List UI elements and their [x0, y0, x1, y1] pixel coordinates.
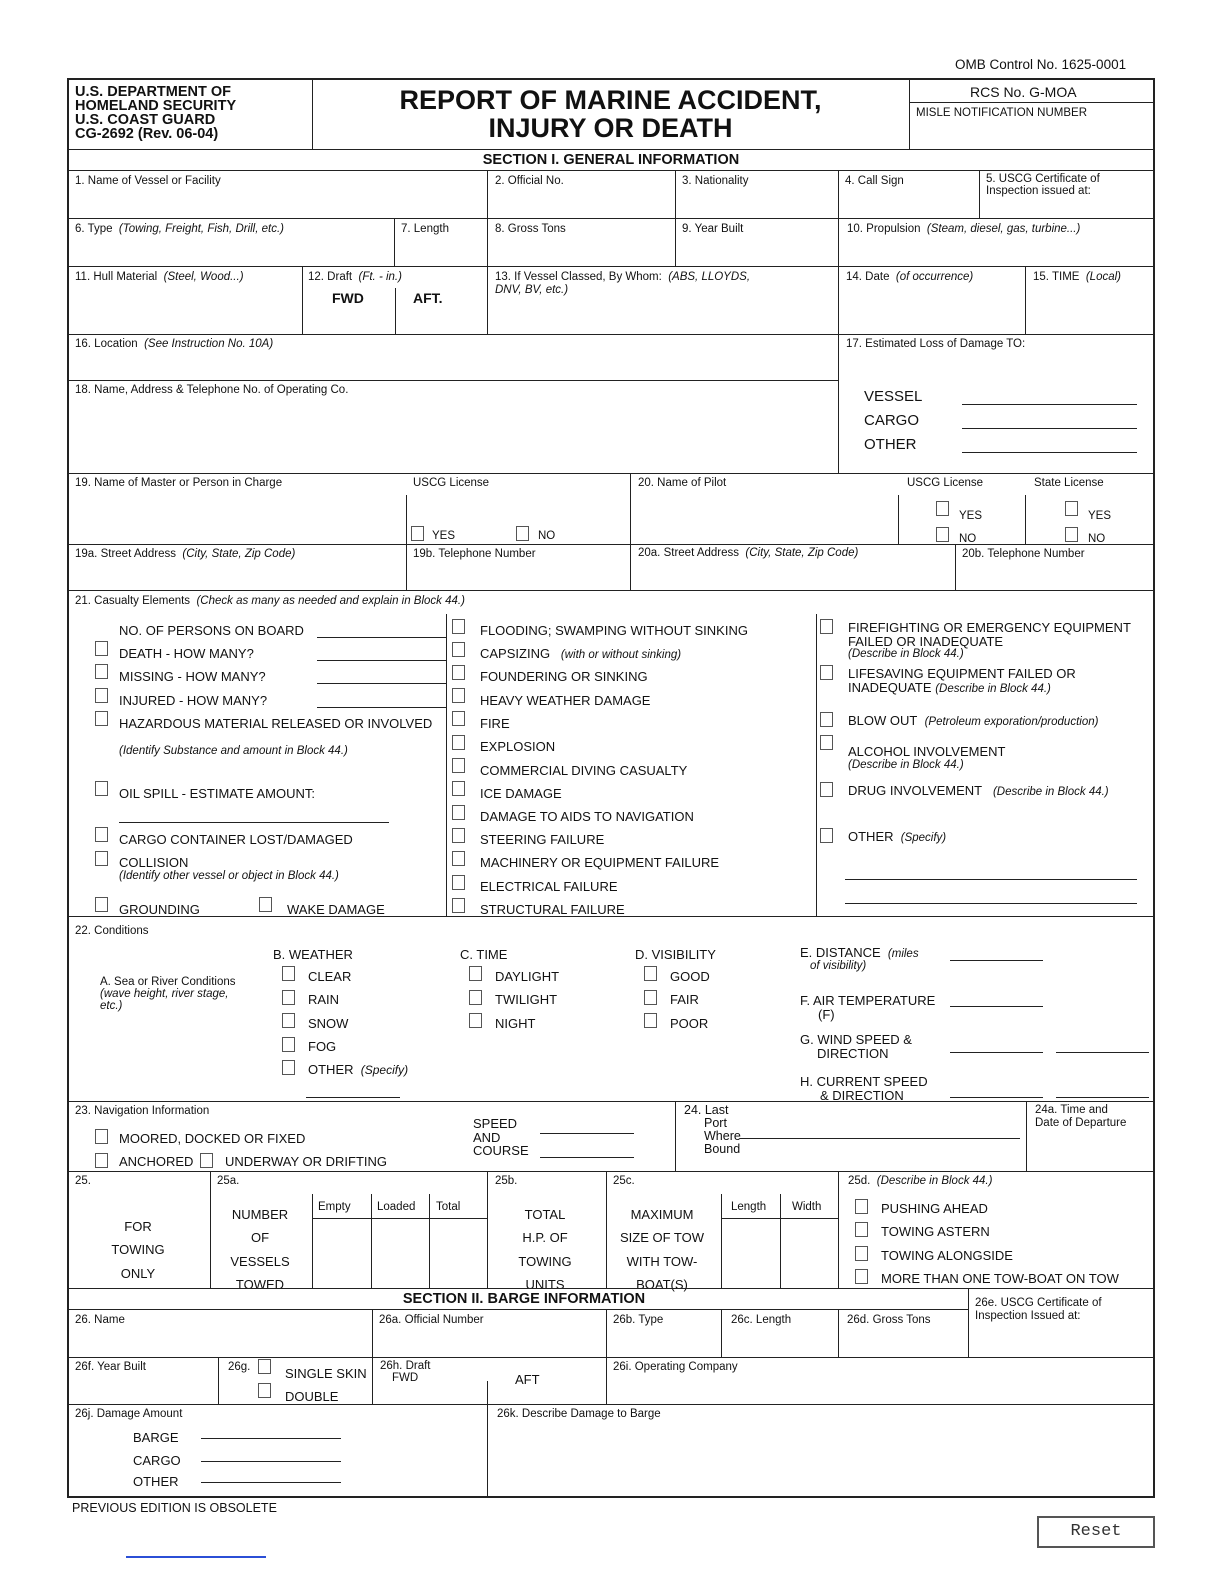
speed-course-label: SPEED AND COURSE [473, 1116, 529, 1159]
field-12-label: 12. Draft (Ft. - in.) [308, 271, 402, 283]
towing-astern-checkbox[interactable] [855, 1222, 868, 1237]
link-underline[interactable] [126, 1556, 266, 1558]
visibility-good-label: GOOD [670, 969, 710, 984]
field-25c-label: 25c. [613, 1175, 635, 1187]
field-25d-label: 25d. (Describe in Block 44.) [848, 1175, 993, 1187]
barge-aft-label: AFT [515, 1372, 540, 1387]
wake-damage-checkbox[interactable] [259, 897, 272, 912]
injured-checkbox[interactable] [95, 688, 108, 703]
damage-barge-label: BARGE [133, 1430, 179, 1445]
towed-total-label: Total [436, 1201, 461, 1213]
multiple-towboats-label: MORE THAN ONE TOW-BOAT ON TOW [881, 1271, 1119, 1286]
foundering-checkbox[interactable] [452, 665, 465, 680]
diving-checkbox[interactable] [452, 758, 465, 773]
for-towing-only-label: FOR TOWING ONLY [111, 1219, 165, 1281]
omb-control-number: OMB Control No. 1625-0001 [955, 57, 1127, 72]
air-temperature-input[interactable] [950, 1006, 1043, 1007]
firefighting-checkbox[interactable] [820, 619, 833, 634]
steering-checkbox[interactable] [452, 828, 465, 843]
electrical-checkbox[interactable] [452, 875, 465, 890]
field-26h-label: 26h. Draft FWD [380, 1360, 431, 1385]
field-4-label: 4. Call Sign [845, 175, 904, 187]
field-26g-label: 26g. [228, 1361, 251, 1373]
towed-loaded-label: Loaded [377, 1201, 416, 1213]
field-24a-label: 24a. Time and Date of Departure [1035, 1104, 1127, 1129]
pilot-state-yes-checkbox[interactable] [1065, 501, 1078, 516]
air-temperature-label: F. AIR TEMPERATURE (F) [800, 993, 936, 1022]
electrical-label: ELECTRICAL FAILURE [480, 879, 618, 894]
speed-input[interactable] [540, 1133, 634, 1134]
field-23-label: 23. Navigation Information [75, 1105, 210, 1117]
form-number: CG-2692 (Rev. 06-04) [75, 126, 219, 142]
death-checkbox[interactable] [95, 641, 108, 656]
pushing-ahead-label: PUSHING AHEAD [881, 1201, 988, 1216]
weather-clear-label: CLEAR [308, 969, 352, 984]
agency-line-1: U.S. DEPARTMENT OF [75, 84, 232, 100]
weather-other-checkbox[interactable] [282, 1060, 295, 1075]
draft-fwd-label: FWD [332, 290, 364, 306]
machinery-label: MACHINERY OR EQUIPMENT FAILURE [480, 855, 720, 870]
cargo-container-checkbox[interactable] [95, 827, 108, 842]
field-11-label: 11. Hull Material (Steel, Wood...) [75, 271, 244, 283]
pilot-state-no-label: NO [1088, 533, 1106, 545]
time-daylight-checkbox[interactable] [469, 966, 482, 981]
oil-spill-checkbox[interactable] [95, 781, 108, 796]
missing-checkbox[interactable] [95, 664, 108, 679]
weather-heading: B. WEATHER [273, 947, 353, 962]
pilot-state-no-checkbox[interactable] [1065, 527, 1078, 542]
loss-other-input[interactable] [962, 452, 1137, 453]
field-3-label: 3. Nationality [682, 175, 749, 187]
towing-astern-label: TOWING ASTERN [881, 1224, 990, 1239]
towing-alongside-label: TOWING ALONGSIDE [881, 1248, 1013, 1263]
agency-line-2: HOMELAND SECURITY [75, 98, 237, 114]
visibility-poor-label: POOR [670, 1016, 709, 1031]
grounding-label: GROUNDING [119, 902, 200, 917]
capsizing-label: CAPSIZING (with or without sinking) [480, 646, 682, 661]
death-count-input[interactable] [317, 660, 446, 661]
last-port-input[interactable] [740, 1138, 1020, 1139]
drug-label: DRUG INVOLVEMENT (Describe in Block 44.) [848, 783, 1109, 798]
current-speed-label: H. CURRENT SPEED & DIRECTION [800, 1074, 928, 1103]
structural-checkbox[interactable] [452, 898, 465, 913]
pilot-uscg-license-label: USCG License [907, 477, 984, 489]
oil-spill-amount-input[interactable] [119, 822, 389, 823]
oil-spill-label: OIL SPILL - ESTIMATE AMOUNT: [119, 786, 316, 801]
field-22-label: 22. Conditions [75, 925, 149, 937]
towed-empty-label: Empty [318, 1201, 351, 1213]
field-26k-label: 26k. Describe Damage to Barge [497, 1408, 661, 1420]
master-uscg-license-label: USCG License [413, 477, 490, 489]
field-8-label: 8. Gross Tons [495, 223, 566, 235]
field-13-label: 13. If Vessel Classed, By Whom: (ABS, LLOYDS, DNV, BV, etc.) [495, 271, 751, 296]
collision-note: (Identify other vessel or object in Block 44.) [119, 870, 339, 882]
field-26-label: 26. Name [75, 1314, 125, 1326]
weather-fog-checkbox[interactable] [282, 1037, 295, 1052]
master-license-no-checkbox[interactable] [516, 526, 529, 541]
pilot-state-license-label: State License [1034, 477, 1104, 489]
previous-edition-notice: PREVIOUS EDITION IS OBSOLETE [72, 1501, 277, 1515]
pilot-uscg-yes-label: YES [959, 510, 983, 522]
field-26d-label: 26d. Gross Tons [847, 1314, 931, 1326]
persons-on-board-input[interactable] [317, 637, 446, 638]
moored-checkbox[interactable] [95, 1129, 108, 1144]
wind-speed-input[interactable] [950, 1052, 1043, 1053]
time-heading: C. TIME [460, 947, 508, 962]
other-casualty-input-1[interactable] [845, 879, 1137, 880]
field-7-label: 7. Length [401, 223, 449, 235]
field-26j-label: 26j. Damage Amount [75, 1408, 183, 1420]
weather-fog-label: FOG [308, 1039, 337, 1054]
field-16-label: 16. Location (See Instruction No. 10A) [75, 338, 274, 350]
hazmat-label: HAZARDOUS MATERIAL RELEASED OR INVOLVED [119, 716, 433, 731]
underway-checkbox[interactable] [200, 1153, 213, 1168]
lifesaving-label: LIFESAVING EQUIPMENT FAILED OR INADEQUATE (Describe in Block 44.) [848, 666, 1076, 695]
field-9-label: 9. Year Built [682, 223, 744, 235]
lifesaving-checkbox[interactable] [820, 665, 833, 680]
double-skin-checkbox[interactable] [258, 1383, 271, 1398]
weather-other-label: OTHER (Specify) [308, 1062, 409, 1077]
anchored-label: ANCHORED [119, 1154, 194, 1169]
field-5-label: 5. USCG Certificate of Inspection issued at: [986, 173, 1100, 197]
time-night-label: NIGHT [495, 1016, 536, 1031]
field-20-label: 20. Name of Pilot [638, 477, 727, 489]
field-18-label: 18. Name, Address & Telephone No. of Operating Co. [75, 384, 349, 396]
total-hp-label: TOTAL H.P. OF TOWING UNITS [518, 1207, 572, 1293]
master-license-no-label: NO [538, 530, 556, 542]
field-10-label: 10. Propulsion (Steam, diesel, gas, turbine...) [847, 223, 1081, 235]
structural-label: STRUCTURAL FAILURE [480, 902, 625, 917]
field-26b-label: 26b. Type [613, 1314, 664, 1326]
section-2-title: SECTION II. BARGE INFORMATION [402, 1291, 646, 1307]
single-skin-label: SINGLE SKIN [285, 1366, 367, 1381]
page-title: REPORT OF MARINE ACCIDENT, INJURY OR DEATH [399, 85, 822, 144]
field-15-label: 15. TIME (Local) [1033, 271, 1121, 283]
blowout-label: BLOW OUT (Petroleum exporation/production) [848, 713, 1099, 728]
pushing-ahead-checkbox[interactable] [855, 1199, 868, 1214]
field-17-label: 17. Estimated Loss of Damage TO: [846, 338, 1026, 350]
machinery-checkbox[interactable] [452, 851, 465, 866]
aids-damage-checkbox[interactable] [452, 805, 465, 820]
field-21-label: 21. Casualty Elements (Check as many as needed and explain in Block 44.) [75, 595, 465, 607]
pilot-uscg-no-checkbox[interactable] [936, 527, 949, 542]
collision-checkbox[interactable] [95, 851, 108, 866]
missing-count-input[interactable] [317, 683, 446, 684]
weather-snow-checkbox[interactable] [282, 1013, 295, 1028]
capsizing-checkbox[interactable] [452, 642, 465, 657]
section-1-title: SECTION I. GENERAL INFORMATION [482, 152, 740, 168]
field-25b-label: 25b. [495, 1175, 518, 1187]
damage-cargo-label: CARGO [133, 1453, 181, 1468]
pilot-state-yes-label: YES [1088, 510, 1112, 522]
pilot-uscg-yes-checkbox[interactable] [936, 501, 949, 516]
time-twilight-checkbox[interactable] [469, 990, 482, 1005]
field-26c-label: 26c. Length [731, 1314, 792, 1326]
field-14-label: 14. Date (of occurrence) [846, 271, 974, 283]
drug-checkbox[interactable] [820, 782, 833, 797]
persons-on-board-label: NO. OF PERSONS ON BOARD [119, 623, 304, 638]
firefighting-label: FIREFIGHTING OR EMERGENCY EQUIPMENT FAILED OR INADEQUATE (Describe in Block 44.) [848, 620, 1131, 661]
other-casualty-checkbox[interactable] [820, 828, 833, 843]
field-26a-label: 26a. Official Number [379, 1314, 484, 1326]
agency-line-3: U.S. COAST GUARD [75, 112, 216, 128]
aids-damage-label: DAMAGE TO AIDS TO NAVIGATION [480, 809, 694, 824]
multiple-towboats-checkbox[interactable] [855, 1269, 868, 1284]
visibility-fair-label: FAIR [670, 992, 699, 1007]
grounding-checkbox[interactable] [95, 897, 108, 912]
flooding-label: FLOODING; SWAMPING WITHOUT SINKING [480, 623, 748, 638]
cargo-container-label: CARGO CONTAINER LOST/DAMAGED [119, 832, 353, 847]
wind-speed-label: G. WIND SPEED & DIRECTION [800, 1032, 912, 1061]
injured-count-input[interactable] [317, 707, 446, 708]
pilot-uscg-no-label: NO [959, 533, 977, 545]
explosion-label: EXPLOSION [480, 739, 556, 754]
distance-label: E. DISTANCE (miles of visibility) [800, 945, 919, 973]
maximum-size-label: MAXIMUM SIZE OF TOW WITH TOW- BOAT(S) [619, 1207, 705, 1293]
fire-checkbox[interactable] [452, 711, 465, 726]
master-license-yes-label: YES [432, 530, 456, 542]
injured-label: INJURED - HOW MANY? [119, 693, 268, 708]
field-19b-label: 19b. Telephone Number [413, 548, 536, 560]
sea-conditions-label: A. Sea or River Conditions (wave height, river stage, etc.) [100, 976, 236, 1013]
number-vessels-towed-label: NUMBER OF VESSELS TOWED [230, 1207, 290, 1293]
loss-cargo-input[interactable] [962, 428, 1137, 429]
course-input[interactable] [540, 1157, 634, 1158]
foundering-label: FOUNDERING OR SINKING [480, 669, 648, 684]
weather-rain-checkbox[interactable] [282, 990, 295, 1005]
alcohol-checkbox[interactable] [820, 735, 833, 750]
distance-input[interactable] [950, 960, 1043, 961]
field-2-label: 2. Official No. [495, 175, 564, 187]
tow-length-label: Length [731, 1201, 767, 1213]
field-26e-label: 26e. USCG Certificate of Inspection Issued at: [975, 1297, 1102, 1322]
visibility-poor-checkbox[interactable] [644, 1013, 657, 1028]
double-skin-label: DOUBLE [285, 1389, 339, 1404]
blowout-checkbox[interactable] [820, 712, 833, 727]
field-19-label: 19. Name of Master or Person in Charge [75, 477, 283, 489]
heavy-weather-checkbox[interactable] [452, 688, 465, 703]
steering-label: STEERING FAILURE [480, 832, 605, 847]
other-casualty-input-2[interactable] [845, 903, 1137, 904]
hazmat-checkbox[interactable] [95, 711, 108, 726]
hazmat-note: (Identify Substance and amount in Block 44.) [119, 745, 348, 757]
time-night-checkbox[interactable] [469, 1013, 482, 1028]
weather-snow-label: SNOW [308, 1016, 349, 1031]
field-26f-label: 26f. Year Built [75, 1361, 146, 1373]
damage-other-input[interactable] [201, 1482, 341, 1483]
single-skin-checkbox[interactable] [258, 1359, 271, 1374]
field-25a-label: 25a. [217, 1175, 240, 1187]
anchored-checkbox[interactable] [95, 1153, 108, 1168]
damage-other-label: OTHER [133, 1474, 179, 1489]
flooding-checkbox[interactable] [452, 619, 465, 634]
heavy-weather-label: HEAVY WEATHER DAMAGE [480, 693, 651, 708]
field-24-label: 24. Last Port Where Bound [684, 1103, 741, 1157]
death-label: DEATH - HOW MANY? [119, 646, 254, 661]
tow-width-label: Width [792, 1201, 822, 1213]
field-6-label: 6. Type (Towing, Freight, Fish, Drill, etc.) [75, 223, 284, 235]
towing-alongside-checkbox[interactable] [855, 1246, 868, 1261]
visibility-good-checkbox[interactable] [644, 966, 657, 981]
loss-vessel-label: VESSEL [864, 388, 923, 405]
other-casualty-label: OTHER (Specify) [848, 829, 947, 844]
explosion-checkbox[interactable] [452, 735, 465, 750]
alcohol-label: ALCOHOL INVOLVEMENT (Describe in Block 44.) [848, 744, 1006, 771]
moored-label: MOORED, DOCKED OR FIXED [119, 1131, 306, 1146]
ice-damage-label: ICE DAMAGE [480, 786, 562, 801]
time-daylight-label: DAYLIGHT [495, 969, 560, 984]
loss-cargo-label: CARGO [864, 412, 920, 429]
weather-other-input[interactable] [306, 1097, 400, 1098]
reset-button[interactable]: Reset [1037, 1516, 1155, 1548]
visibility-fair-checkbox[interactable] [644, 990, 657, 1005]
loss-other-label: OTHER [864, 436, 917, 453]
underway-label: UNDERWAY OR DRIFTING [225, 1154, 388, 1169]
field-20b-label: 20b. Telephone Number [962, 548, 1085, 560]
damage-barge-input[interactable] [201, 1438, 341, 1439]
misle-notification-label: MISLE NOTIFICATION NUMBER [916, 107, 1088, 119]
current-direction-input[interactable] [1056, 1097, 1149, 1098]
master-license-yes-checkbox[interactable] [411, 526, 424, 541]
rcs-number: RCS No. G-MOA [970, 84, 1077, 100]
wind-direction-input[interactable] [1056, 1052, 1149, 1053]
loss-vessel-input[interactable] [962, 404, 1137, 405]
diving-label: COMMERCIAL DIVING CASUALTY [480, 763, 688, 778]
draft-aft-label: AFT. [413, 290, 443, 306]
weather-rain-label: RAIN [308, 992, 340, 1007]
field-19a-label: 19a. Street Address (City, State, Zip Code) [75, 548, 296, 560]
collision-label: COLLISION [119, 855, 189, 870]
field-25-label: 25. [75, 1175, 91, 1187]
visibility-heading: D. VISIBILITY [635, 947, 716, 962]
time-twilight-label: TWILIGHT [495, 992, 558, 1007]
current-speed-input[interactable] [950, 1097, 1043, 1098]
damage-cargo-input[interactable] [201, 1461, 341, 1462]
field-26i-label: 26i. Operating Company [613, 1361, 738, 1373]
ice-damage-checkbox[interactable] [452, 781, 465, 796]
wake-damage-label: WAKE DAMAGE [287, 902, 385, 917]
field-20a-label: 20a. Street Address (City, State, Zip Code) [638, 547, 859, 559]
missing-label: MISSING - HOW MANY? [119, 669, 266, 684]
field-1-label: 1. Name of Vessel or Facility [75, 175, 221, 187]
fire-label: FIRE [480, 716, 510, 731]
weather-clear-checkbox[interactable] [282, 966, 295, 981]
